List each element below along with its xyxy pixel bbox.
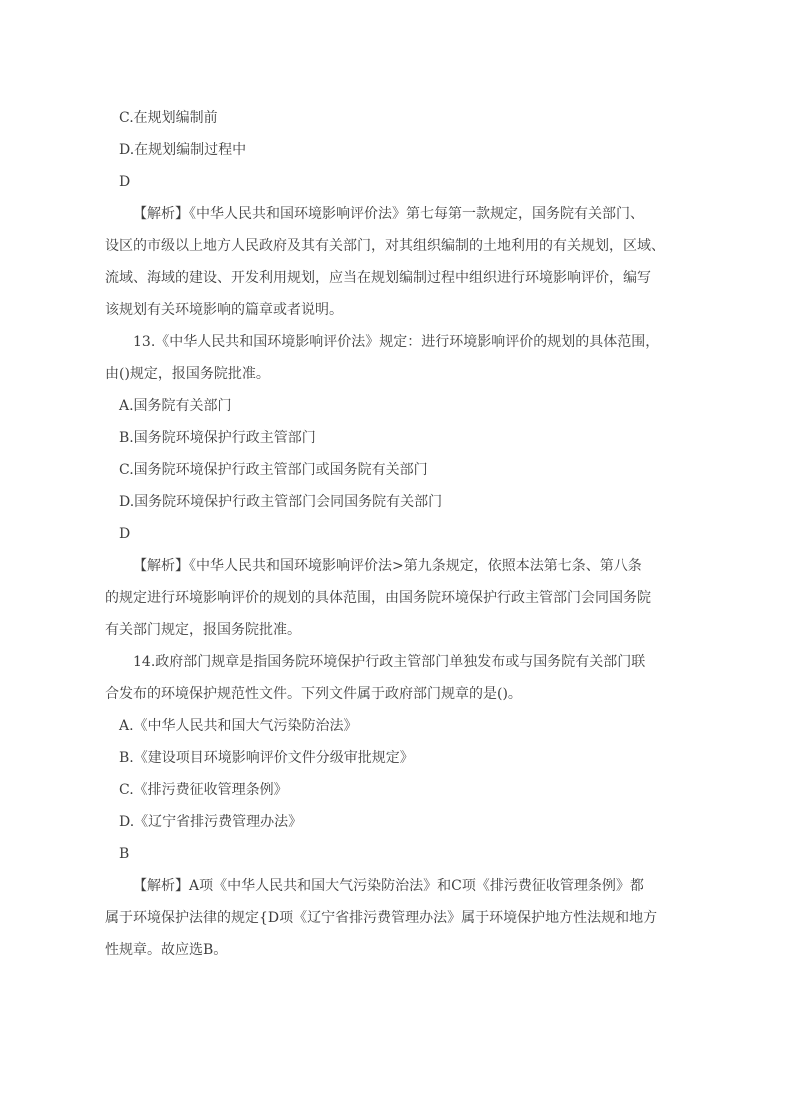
- q14-analysis-line-1: 【解析】A项《中华人民共和国大气污染防治法》和C项《排污费征收管理条例》都: [133, 878, 644, 894]
- q13-stem-line-2: 由()规定，报国务院批准。: [105, 366, 270, 382]
- q13-option-b: B.国务院环境保护行政主管部门: [119, 430, 316, 446]
- q12-analysis-line-4: 该规划有关环境影响的篇章或者说明。: [105, 302, 343, 318]
- q13-analysis-line-2: 的规定进行环境影响评价的规划的具体范围，由国务院环境保护行政主管部门会同国务院: [105, 590, 651, 606]
- q14-analysis-line-2: 属于环境保护法律的规定{D项《辽宁省排污费管理办法》属于环境保护地方性法规和地方: [105, 910, 658, 926]
- q14-option-c: C.《排污费征收管理条例》: [119, 782, 288, 798]
- q12-analysis-line-3: 流域、海域的建设、开发利用规划，应当在规划编制过程中组织进行环境影响评价，编写: [105, 270, 651, 286]
- q12-option-d: D.在规划编制过程中: [119, 142, 247, 158]
- q14-answer: B: [119, 846, 130, 862]
- q14-stem-line-2: 合发布的环境保护规范性文件。下列文件属于政府部门规章的是()。: [105, 686, 522, 702]
- q13-option-c: C.国务院环境保护行政主管部门或国务院有关部门: [119, 462, 428, 478]
- q13-option-a: A.国务院有关部门: [119, 398, 232, 414]
- q12-answer: D: [119, 174, 131, 190]
- q14-analysis-line-3: 性规章。故应选B。: [105, 942, 228, 958]
- q13-option-d: D.国务院环境保护行政主管部门会同国务院有关部门: [119, 494, 443, 510]
- q13-answer: D: [119, 526, 131, 542]
- q12-analysis-line-1: 【解析】《中华人民共和国环境影响评价法》第七每第一款规定，国务院有关部门、: [133, 206, 644, 222]
- q13-stem-line-1: 13.《中华人民共和国环境影响评价法》规定：进行环境影响评价的规划的具体范围，: [133, 334, 660, 350]
- q14-option-a: A.《中华人民共和国大气污染防治法》: [119, 718, 358, 734]
- q14-option-b: B.《建设项目环境影响评价文件分级审批规定》: [119, 750, 414, 766]
- q13-analysis-line-3: 有关部门规定，报国务院批准。: [105, 622, 301, 638]
- q14-stem-line-1: 14.政府部门规章是指国务院环境保护行政主管部门单独发布或与国务院有关部门联: [133, 654, 646, 670]
- q13-analysis-line-1: 【解析】《中华人民共和国环境影响评价法>第九条规定，依照本法第七条、第八条: [133, 558, 642, 574]
- q12-option-c: C.在规划编制前: [119, 110, 218, 126]
- q12-analysis-line-2: 设区的市级以上地方人民政府及其有关部门，对其组织编制的土地利用的有关规划，区域、: [105, 238, 665, 254]
- q14-option-d: D.《辽宁省排污费管理办法》: [119, 814, 303, 830]
